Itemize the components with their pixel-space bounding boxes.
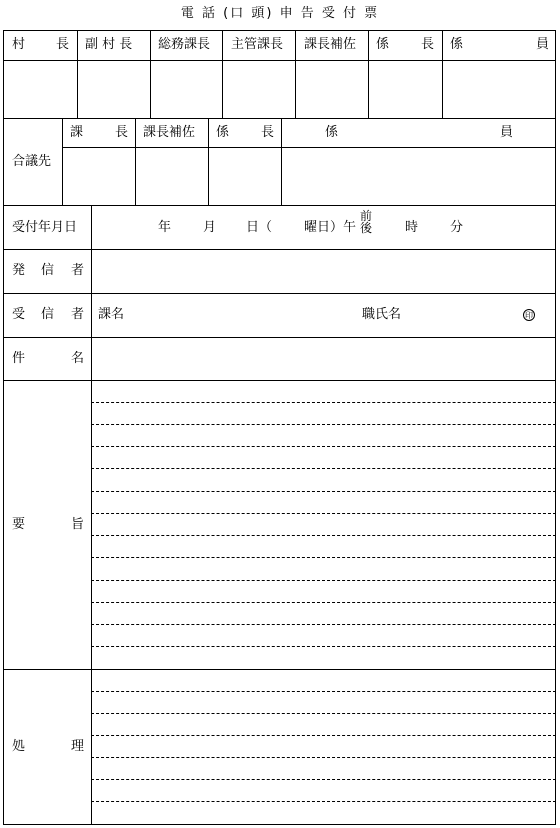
subject-label-a: 件 [12,351,26,366]
rule [135,118,136,205]
writing-line [91,713,556,714]
writing-line [91,646,556,647]
writing-line [91,580,556,581]
rule [222,30,223,118]
received-year-unit: 年 [158,220,172,235]
caller-label-c: 者 [71,263,85,278]
rule [3,118,556,119]
writing-line [91,468,556,469]
approver-mayor-label-b: 長 [56,37,70,52]
received-month-unit: 月 [203,220,217,235]
summary-label-b: 旨 [71,517,85,532]
consult-label: 合議先 [12,154,52,169]
approver-section-head-label-a: 係 [376,37,390,52]
writing-line [91,779,556,780]
rule [442,30,443,118]
approver-deputy-mayor-label: 副 村 長 [85,37,133,52]
writing-line [91,491,556,492]
rule [295,30,296,118]
approver-responsible-chief-label: 主管課長 [231,37,284,52]
rule [62,118,63,205]
writing-line [91,557,556,558]
rule [3,293,556,294]
consult-staff-label-a: 係 [325,125,339,140]
rule [368,30,369,118]
approver-mayor-label-a: 村 [12,37,26,52]
rule [77,30,78,118]
writing-line [91,691,556,692]
consult-section-head-label-b: 長 [261,125,275,140]
receiver-label-a: 受 [12,307,26,322]
received-hour-unit: 時 [405,220,419,235]
approver-staff-label-a: 係 [450,37,464,52]
consult-assistant-chief-label: 課長補佐 [143,125,196,140]
writing-line [91,735,556,736]
writing-line [91,535,556,536]
received-day-unit: 日（ [246,220,273,235]
rule [3,669,556,670]
action-label-a: 処 [12,739,26,754]
rule [3,380,556,381]
rule [281,118,282,205]
rule [150,30,151,118]
received-date-label: 受付年月日 [12,220,78,235]
approver-staff-label-b: 員 [536,37,550,52]
consult-section-head-label-a: 係 [216,125,230,140]
rule [3,337,556,338]
summary-label-a: 要 [12,517,26,532]
rule [3,249,556,250]
writing-line [91,446,556,447]
received-pm-label: 後 [360,221,373,235]
rule [208,118,209,205]
seal-icon: 印 [525,311,533,320]
consult-staff-label-b: 員 [500,125,514,140]
caller-label-a: 発 [12,263,26,278]
receiver-section-label: 課名 [98,307,125,322]
writing-line [91,513,556,514]
subject-label-b: 名 [71,351,85,366]
approver-section-head-label-b: 長 [421,37,435,52]
writing-line [91,757,556,758]
writing-line [91,424,556,425]
received-ampm [360,210,372,234]
approver-general-affairs-chief-label: 総務課長 [158,37,211,52]
consult-chief-label-a: 課 [70,125,84,140]
receiver-label-b: 信 [41,307,55,322]
rule [91,205,92,825]
approver-assistant-chief-label: 課長補佐 [304,37,357,52]
writing-line [91,402,556,403]
action-label-b: 理 [71,739,85,754]
form-title: 電 話 (口 頭) 申 告 受 付 票 [180,6,380,21]
writing-line [91,602,556,603]
receiver-label-c: 者 [71,307,85,322]
received-minute-unit: 分 [450,220,464,235]
rule [62,147,556,148]
caller-label-b: 信 [41,263,55,278]
form-frame [3,30,556,825]
consult-chief-label-b: 長 [115,125,129,140]
received-weekday-unit: 曜日）午 [304,220,357,235]
rule [3,60,556,61]
received-am-label: 前 [360,209,373,223]
writing-line [91,624,556,625]
rule [3,205,556,206]
writing-line [91,801,556,802]
receiver-name-label: 職氏名 [362,307,402,322]
